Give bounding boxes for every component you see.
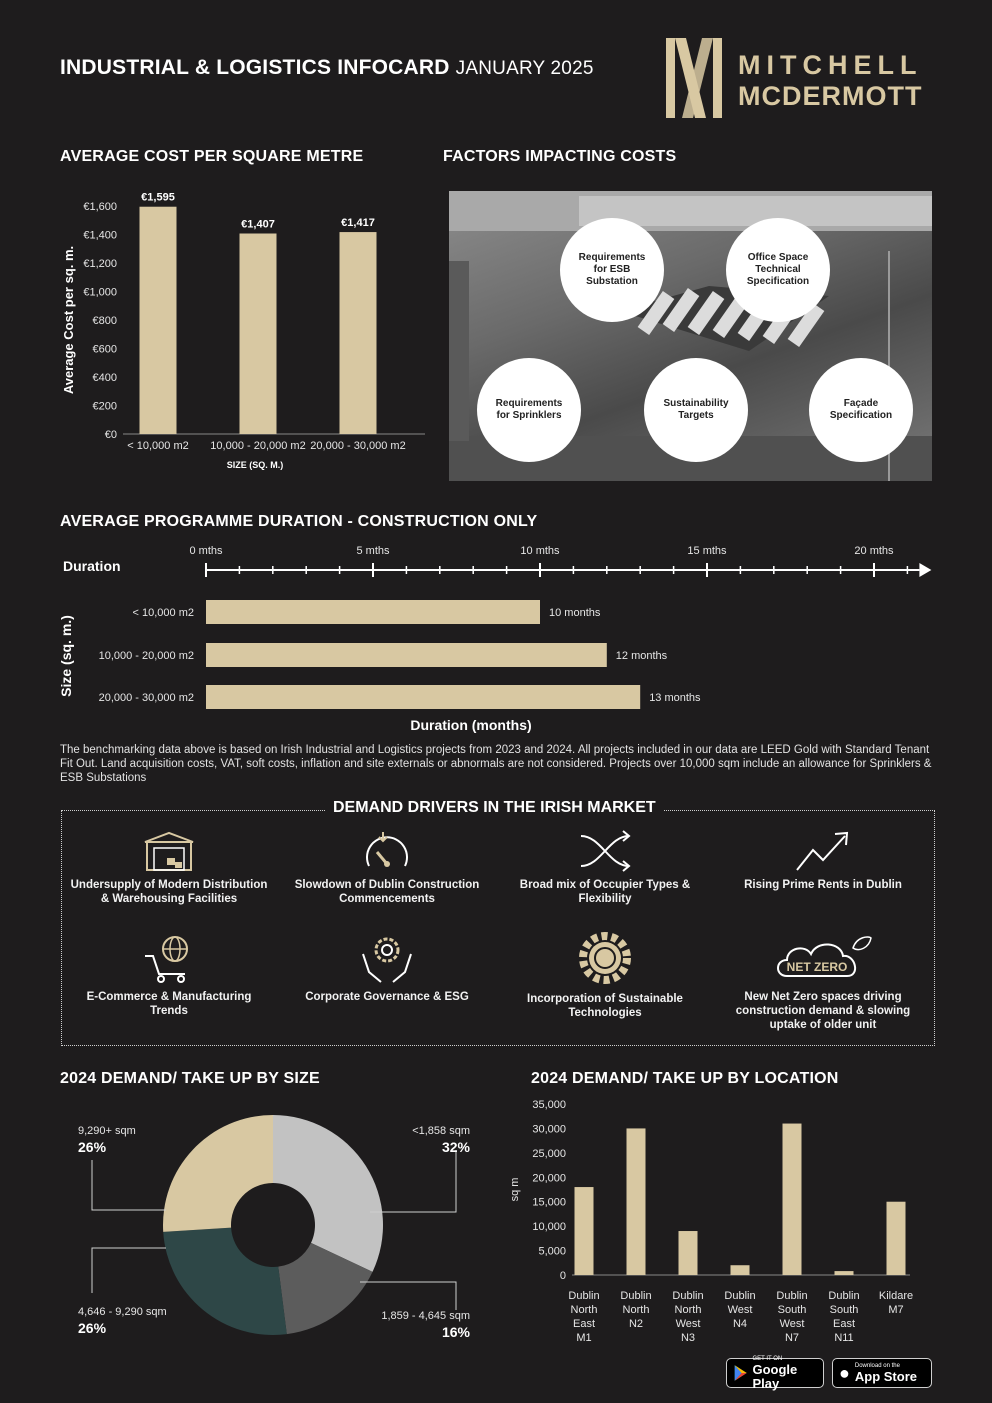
- slice-label: 4,646 - 9,290 sqm: [78, 1306, 167, 1318]
- net-zero-icon: [773, 934, 873, 984]
- duration-axis-title: Duration: [63, 558, 121, 574]
- axis-arrow-icon: [919, 563, 931, 577]
- duration-bar: [206, 643, 607, 667]
- y-tick-label: 10,000 - 20,000 m2: [98, 650, 194, 662]
- size-donut-chart: [60, 1110, 480, 1345]
- x-tick-label: 20 mths: [854, 545, 894, 557]
- donut-slice: [163, 1228, 287, 1335]
- x-tick-label: East: [832, 1318, 856, 1330]
- driver-undersupply: [69, 830, 269, 906]
- x-tick-label: Dublin: [828, 1290, 860, 1302]
- x-tick-label: East: [572, 1318, 596, 1330]
- cost-data-label: €1,417: [341, 217, 375, 230]
- factor-office-spec: Office Space Technical Specification: [726, 218, 830, 322]
- title-text: INDUSTRIAL & LOGISTICS INFOCARD: [60, 56, 450, 79]
- y-tick-label: 5,000: [538, 1245, 566, 1258]
- duration-data-label: 10 months: [549, 607, 601, 619]
- driver-label: Slowdown of Dublin Construction Commencements: [294, 879, 480, 905]
- factor-esb-substation: Requirements for ESB Substation: [560, 218, 664, 322]
- y-tick-label: 20,000 - 30,000 m2: [98, 692, 194, 704]
- y-tick-label: €1,200: [83, 258, 117, 270]
- brand-name-1: MITCHELL: [738, 50, 923, 80]
- x-tick-label: Dublin: [672, 1290, 704, 1302]
- cost-data-label: €1,407: [241, 218, 275, 231]
- slice-label: 9,290+ sqm: [78, 1125, 136, 1137]
- apple-icon: ●: [839, 1362, 850, 1383]
- brand-name-2: MCDERMOTT: [738, 81, 923, 111]
- location-bar: [575, 1187, 594, 1275]
- driver-label: Incorporation of Sustainable Technologies: [527, 993, 683, 1019]
- x-tick-label: West: [727, 1304, 753, 1316]
- app-store-button[interactable]: [832, 1358, 932, 1388]
- y-tick-label: €400: [92, 372, 117, 384]
- speedometer-icon: [359, 830, 415, 872]
- driver-label: New Net Zero spaces driving construction demand & slowing uptake of older unit: [735, 991, 911, 1031]
- slice-pct: 26%: [78, 1139, 107, 1155]
- app-store-label: App Store: [854, 1368, 917, 1384]
- y-tick-label: €600: [92, 343, 117, 356]
- x-tick-label: North: [570, 1304, 598, 1316]
- location-bar: [679, 1231, 698, 1275]
- x-tick-label: Dublin: [724, 1290, 756, 1302]
- brand-logo: [664, 36, 724, 125]
- x-tick-label: 5 mths: [356, 545, 390, 557]
- x-tick-label: Dublin: [568, 1290, 600, 1302]
- y-tick-label: < 10,000 m2: [132, 607, 194, 619]
- drivers-title: DEMAND DRIVERS IN THE IRISH MARKET: [325, 799, 664, 817]
- x-tick-label: N7: [784, 1332, 800, 1344]
- x-tick-label: < 10,000 m2: [127, 440, 189, 452]
- duration-title: AVERAGE PROGRAMME DURATION - CONSTRUCTION ONLY: [60, 513, 538, 530]
- x-tick-label: North: [674, 1304, 702, 1316]
- driver-label: Undersupply of Modern Distribution & Warehousing Facilities: [70, 879, 268, 905]
- y-tick-label: 20,000: [532, 1172, 566, 1185]
- location-chart: [500, 1092, 930, 1352]
- driver-ecommerce: [69, 934, 269, 1018]
- benchmark-note: The benchmarking data above is based on Irish Industrial and Logistics projects from 2023 and 2024. All projects included in our data are LEED Gold with Standard Tenant Fit Out. Land acquisition costs, VAT, soft costs, inflation and site externals or abnormals are not considered. Projects over 10,000 sqm include an allowance for Sprinklers & ESB Substations: [60, 744, 932, 784]
- x-tick-label: 10 mths: [520, 545, 560, 557]
- driver-slowdown: [287, 830, 487, 906]
- driver-net-zero: [723, 934, 923, 1032]
- x-tick-label: N11: [834, 1332, 854, 1344]
- donut-slice: [273, 1115, 383, 1272]
- slice-pct: 16%: [441, 1324, 470, 1340]
- y-tick-label: €1,600: [83, 201, 117, 213]
- driver-label: E-Commerce & Manufacturing Trends: [86, 991, 252, 1017]
- leader-line: [370, 1150, 456, 1212]
- net-zero-badge: NET ZERO: [786, 960, 848, 974]
- x-tick-label: 10,000 - 20,000 m2: [210, 440, 306, 452]
- google-play-label: Google Play: [752, 1361, 798, 1391]
- crossing-arrows-icon: [577, 830, 633, 872]
- x-tick-label: M1: [576, 1332, 592, 1344]
- y-tick-label: €1,000: [83, 286, 117, 299]
- y-tick-label: €200: [92, 400, 117, 413]
- slice-pct: 32%: [441, 1139, 470, 1155]
- y-tick-label: €1,400: [83, 229, 117, 242]
- duration-data-label: 12 months: [615, 650, 668, 662]
- hands-gear-icon: [359, 934, 415, 984]
- location-bar: [783, 1124, 802, 1275]
- location-bar: [835, 1271, 854, 1275]
- y-axis-title: Average Cost per sq. m.: [61, 245, 76, 395]
- trend-up-icon: [795, 830, 851, 872]
- cost-bar: [140, 207, 177, 434]
- x-axis-title: SIZE (SQ. M.): [226, 460, 284, 470]
- google-play-small: GET IT ON: [752, 1355, 783, 1362]
- x-tick-label: South: [829, 1304, 859, 1316]
- warehouse-icon: [141, 830, 197, 872]
- driver-label: Broad mix of Occupier Types & Flexibility: [519, 879, 691, 905]
- cost-bar: [340, 232, 377, 434]
- page-title: [60, 56, 594, 80]
- factor-sustainability: Sustainability Targets: [644, 358, 748, 462]
- y-tick-label: €800: [92, 315, 117, 327]
- x-tick-label: N3: [680, 1332, 696, 1344]
- driver-label: Corporate Governance & ESG: [305, 991, 469, 1003]
- driver-governance: [287, 934, 487, 1004]
- driver-sustainable-tech: [505, 930, 705, 1020]
- y-tick-label: 15,000: [532, 1196, 566, 1209]
- x-tick-label: North: [622, 1304, 650, 1316]
- leader-line: [92, 1248, 166, 1293]
- leader-line: [360, 1282, 456, 1310]
- factor-facade: Façade Specification: [809, 358, 913, 462]
- leader-line: [92, 1160, 166, 1210]
- x-tick-label: 0 mths: [189, 545, 223, 557]
- eco-gear-icon: [576, 930, 634, 986]
- factor-sprinklers: Requirements for Sprinklers: [477, 358, 581, 462]
- logo-mark-icon: [664, 36, 724, 120]
- duration-bar: [206, 685, 640, 709]
- y-axis-title: Size (sq. m.): [58, 615, 74, 697]
- x-tick-label: 20,000 - 30,000 m2: [310, 440, 406, 452]
- x-tick-label: 15 mths: [687, 545, 727, 557]
- slice-pct: 26%: [78, 1320, 107, 1336]
- x-tick-label: Dublin: [620, 1290, 652, 1302]
- y-tick-label: 0: [559, 1270, 566, 1282]
- x-tick-label: Kildare: [878, 1290, 914, 1302]
- y-axis-title: sq m: [509, 1177, 521, 1202]
- cost-bar: [240, 234, 277, 434]
- y-tick-label: €0: [104, 429, 117, 441]
- x-axis-title: Duration (months): [410, 717, 532, 733]
- driver-label: Rising Prime Rents in Dublin: [744, 879, 902, 891]
- globe-cart-icon: [141, 934, 197, 984]
- slice-label: 1,859 - 4,645 sqm: [381, 1310, 470, 1322]
- google-play-button[interactable]: [726, 1355, 824, 1391]
- avg-cost-title: AVERAGE COST PER SQUARE METRE: [60, 148, 364, 165]
- y-tick-label: 35,000: [532, 1099, 566, 1111]
- x-tick-label: N2: [628, 1318, 644, 1330]
- x-tick-label: West: [779, 1318, 805, 1330]
- duration-bar: [206, 600, 540, 624]
- driver-occupier-mix: [505, 830, 705, 906]
- x-tick-label: N4: [732, 1318, 748, 1330]
- slice-label: <1,858 sqm: [412, 1125, 470, 1137]
- location-bar: [887, 1202, 906, 1275]
- x-tick-label: Dublin: [776, 1290, 808, 1302]
- app-store-small: Download on the: [854, 1362, 900, 1369]
- by-location-title: 2024 DEMAND/ TAKE UP BY LOCATION: [531, 1070, 839, 1087]
- cost-chart: [55, 185, 430, 475]
- x-tick-label: South: [777, 1304, 807, 1316]
- y-tick-label: 10,000: [532, 1221, 566, 1234]
- x-tick-label: West: [675, 1318, 701, 1330]
- title-date: JANUARY 2025: [455, 58, 594, 79]
- cost-data-label: €1,595: [141, 191, 175, 204]
- factors-photo: [449, 191, 932, 481]
- y-tick-label: 30,000: [532, 1123, 566, 1136]
- location-bar: [731, 1265, 750, 1275]
- by-size-title: 2024 DEMAND/ TAKE UP BY SIZE: [60, 1070, 320, 1087]
- driver-prime-rents: [723, 830, 923, 892]
- location-bar: [627, 1128, 646, 1275]
- duration-data-label: 13 months: [649, 692, 701, 704]
- google-play-icon: [733, 1363, 748, 1383]
- factors-title: FACTORS IMPACTING COSTS: [443, 148, 677, 165]
- donut-slice: [163, 1115, 273, 1232]
- duration-chart: [55, 540, 940, 740]
- x-tick-label: M7: [888, 1304, 904, 1316]
- y-tick-label: 25,000: [532, 1147, 566, 1160]
